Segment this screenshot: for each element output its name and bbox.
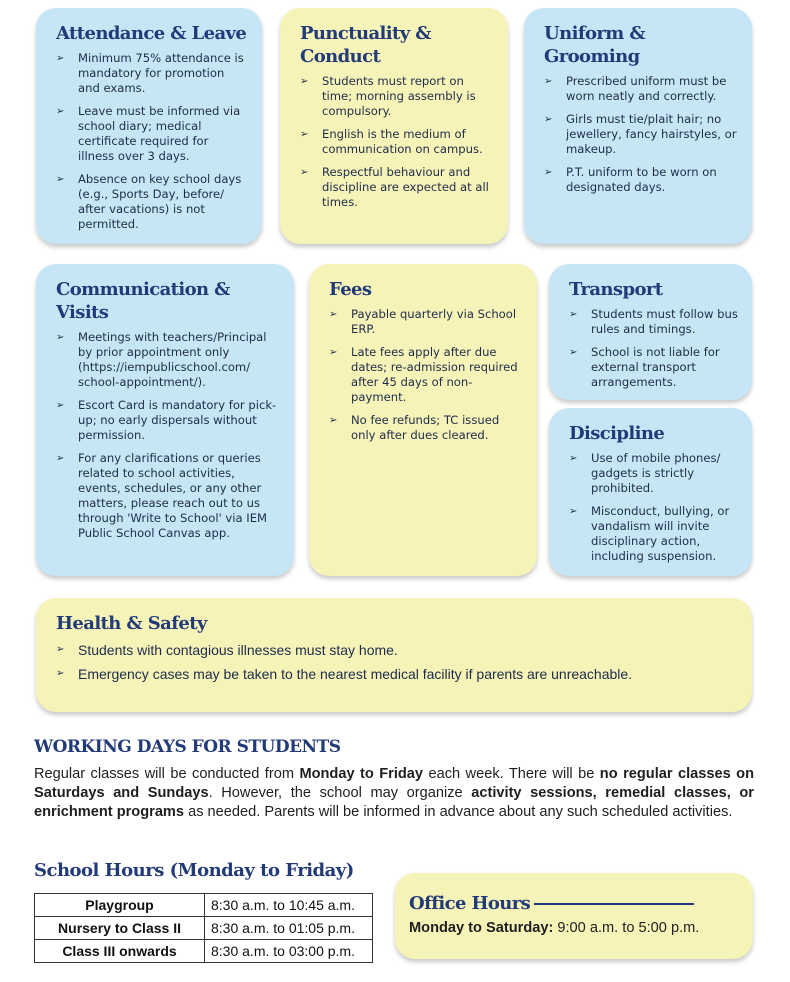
bullet-text: Students must follow bus rules and timings. bbox=[591, 307, 738, 336]
arrow-bullet-icon: ➢ bbox=[300, 76, 309, 87]
arrow-bullet-icon: ➢ bbox=[300, 167, 309, 178]
time-cell: 8:30 a.m. to 01:05 p.m. bbox=[205, 917, 373, 940]
text-run: each week. There will be bbox=[423, 766, 600, 782]
bullet-item bbox=[327, 307, 523, 337]
card-uniform-grooming bbox=[524, 8, 752, 244]
bullet-list bbox=[54, 51, 248, 232]
card-transport bbox=[549, 264, 752, 400]
bullet-text: Emergency cases may be taken to the nearest medical facility if parents are unreachable. bbox=[78, 666, 633, 682]
working-days-title: WORKING DAYS FOR STUDENTS bbox=[34, 737, 341, 757]
bullet-item bbox=[54, 398, 280, 443]
bullet-text: Absence on key school days (e.g., Sports Day, before/ after vacations) is not permitted. bbox=[78, 172, 242, 231]
bullet-item bbox=[54, 641, 738, 659]
time-cell: 8:30 a.m. to 10:45 a.m. bbox=[205, 894, 373, 917]
bullet-text: English is the medium of communication on campus. bbox=[322, 127, 483, 156]
arrow-bullet-icon: ➢ bbox=[56, 400, 65, 411]
school-hours-title: School Hours (Monday to Friday) bbox=[34, 860, 354, 881]
bullet-item bbox=[54, 51, 248, 96]
bullet-text: Students must report on time; morning assembly is compulsory. bbox=[322, 74, 476, 118]
bullet-text: Students with contagious illnesses must stay home. bbox=[78, 642, 398, 658]
card-health-safety bbox=[36, 598, 752, 712]
text-run: Regular classes will be conducted from bbox=[34, 766, 300, 782]
text-run: as needed. Parents will be informed in advance about any such scheduled activities. bbox=[184, 804, 733, 820]
bullet-text: Meetings with teachers/Principal by prior appointment only (https://iempublicschool.com/ school-appointment/). bbox=[78, 330, 267, 389]
bullet-text: Respectful behaviour and discipline are expected at all times. bbox=[322, 165, 489, 209]
divider bbox=[534, 903, 694, 905]
table-row bbox=[35, 940, 373, 963]
bullet-text: For any clarifications or queries related to school activities, events, schedules, or any other matters, please reach out to us through 'Write to School' via IEM Public School Canvas app. bbox=[78, 451, 268, 540]
bullet-item bbox=[298, 74, 494, 119]
bullet-text: Prescribed uniform must be worn neatly and correctly. bbox=[566, 74, 727, 103]
bullet-text: Minimum 75% attendance is mandatory for promotion and exams. bbox=[78, 51, 244, 95]
bullet-item bbox=[54, 104, 248, 164]
bullet-item bbox=[327, 345, 523, 405]
arrow-bullet-icon: ➢ bbox=[544, 114, 553, 125]
bullet-item bbox=[542, 165, 738, 195]
bold-run: activity sessions, remedial classes, or enrichment programs bbox=[34, 785, 754, 820]
arrow-bullet-icon: ➢ bbox=[56, 453, 65, 464]
bullet-item bbox=[54, 451, 280, 541]
bullet-text: Late fees apply after due dates; re-admission required after 45 days of non-payment. bbox=[351, 345, 518, 404]
bullet-item bbox=[298, 165, 494, 210]
time-cell: 8:30 a.m. to 03:00 p.m. bbox=[205, 940, 373, 963]
bullet-text: Use of mobile phones/ gadgets is strictly prohibited. bbox=[591, 451, 721, 495]
bullet-list bbox=[567, 307, 738, 390]
bullet-list bbox=[567, 451, 738, 564]
bullet-text: Misconduct, bullying, or vandalism will invite disciplinary action, including suspension. bbox=[591, 504, 730, 563]
school-hours-table bbox=[34, 893, 373, 963]
arrow-bullet-icon: ➢ bbox=[300, 129, 309, 140]
arrow-bullet-icon: ➢ bbox=[56, 644, 65, 655]
office-hours-title: Office Hours bbox=[409, 893, 531, 914]
card-discipline bbox=[549, 408, 752, 576]
group-cell: Class III onwards bbox=[35, 940, 205, 963]
arrow-bullet-icon: ➢ bbox=[329, 347, 338, 358]
arrow-bullet-icon: ➢ bbox=[56, 332, 65, 343]
arrow-bullet-icon: ➢ bbox=[569, 453, 578, 464]
bullet-list bbox=[542, 74, 738, 195]
bullet-text: Escort Card is mandatory for pick-up; no early dispersals without permission. bbox=[78, 398, 277, 442]
card-title: Discipline bbox=[569, 423, 665, 444]
group-cell: Nursery to Class II bbox=[35, 917, 205, 940]
office-hours-label: Monday to Saturday: bbox=[409, 920, 554, 936]
card-attendance-leave bbox=[36, 8, 262, 244]
bullet-item bbox=[542, 74, 738, 104]
bullet-list bbox=[327, 307, 523, 443]
bullet-item bbox=[567, 504, 738, 564]
table-row bbox=[35, 917, 373, 940]
card-title: Uniform & Grooming bbox=[544, 23, 646, 67]
office-hours-line bbox=[409, 920, 739, 936]
arrow-bullet-icon: ➢ bbox=[56, 53, 65, 64]
bullet-item bbox=[567, 307, 738, 337]
office-hours-heading bbox=[409, 893, 739, 914]
arrow-bullet-icon: ➢ bbox=[569, 347, 578, 358]
arrow-bullet-icon: ➢ bbox=[329, 309, 338, 320]
bullet-list bbox=[54, 330, 280, 541]
card-communication-visits bbox=[36, 264, 294, 576]
bullet-item bbox=[54, 665, 738, 683]
bullet-text: Leave must be informed via school diary; medical certificate required for illness over 3 days. bbox=[78, 104, 241, 163]
bullet-text: School is not liable for external transport arrangements. bbox=[591, 345, 720, 389]
card-title: Punctuality & Conduct bbox=[300, 23, 431, 67]
working-days-paragraph bbox=[34, 765, 754, 822]
arrow-bullet-icon: ➢ bbox=[569, 309, 578, 320]
arrow-bullet-icon: ➢ bbox=[569, 506, 578, 517]
arrow-bullet-icon: ➢ bbox=[544, 167, 553, 178]
arrow-bullet-icon: ➢ bbox=[56, 668, 65, 679]
arrow-bullet-icon: ➢ bbox=[56, 106, 65, 117]
bullet-item bbox=[54, 330, 280, 390]
bullet-text: Girls must tie/plait hair; no jewellery, fancy hairstyles, or makeup. bbox=[566, 112, 737, 156]
card-title: Communication & Visits bbox=[56, 279, 230, 323]
arrow-bullet-icon: ➢ bbox=[56, 174, 65, 185]
bullet-item bbox=[298, 127, 494, 157]
bold-run: Monday to Friday bbox=[299, 766, 424, 782]
arrow-bullet-icon: ➢ bbox=[544, 76, 553, 87]
bullet-item bbox=[567, 345, 738, 390]
office-hours-card bbox=[395, 873, 753, 959]
bullet-text: Payable quarterly via School ERP. bbox=[351, 307, 517, 336]
bullet-text: No fee refunds; TC issued only after dues cleared. bbox=[351, 413, 500, 442]
office-hours-time: 9:00 a.m. to 5:00 p.m. bbox=[553, 920, 700, 936]
card-punctuality-conduct bbox=[280, 8, 508, 244]
bold-run: no regular classes on Saturdays and Sundays bbox=[34, 766, 754, 801]
bullet-item bbox=[327, 413, 523, 443]
bullet-item bbox=[54, 172, 248, 232]
text-run: . However, the school may organize bbox=[208, 785, 472, 801]
bullet-list bbox=[54, 641, 738, 683]
card-title: Health & Safety bbox=[56, 613, 207, 634]
card-title: Fees bbox=[329, 279, 372, 300]
bullet-text: P.T. uniform to be worn on designated days. bbox=[566, 165, 717, 194]
bullet-item bbox=[567, 451, 738, 496]
bullet-list bbox=[298, 74, 494, 210]
card-title: Transport bbox=[569, 279, 663, 300]
card-title: Attendance & Leave bbox=[56, 23, 247, 44]
group-cell: Playgroup bbox=[35, 894, 205, 917]
arrow-bullet-icon: ➢ bbox=[329, 415, 338, 426]
card-fees bbox=[309, 264, 537, 576]
bullet-item bbox=[542, 112, 738, 157]
table-row bbox=[35, 894, 373, 917]
